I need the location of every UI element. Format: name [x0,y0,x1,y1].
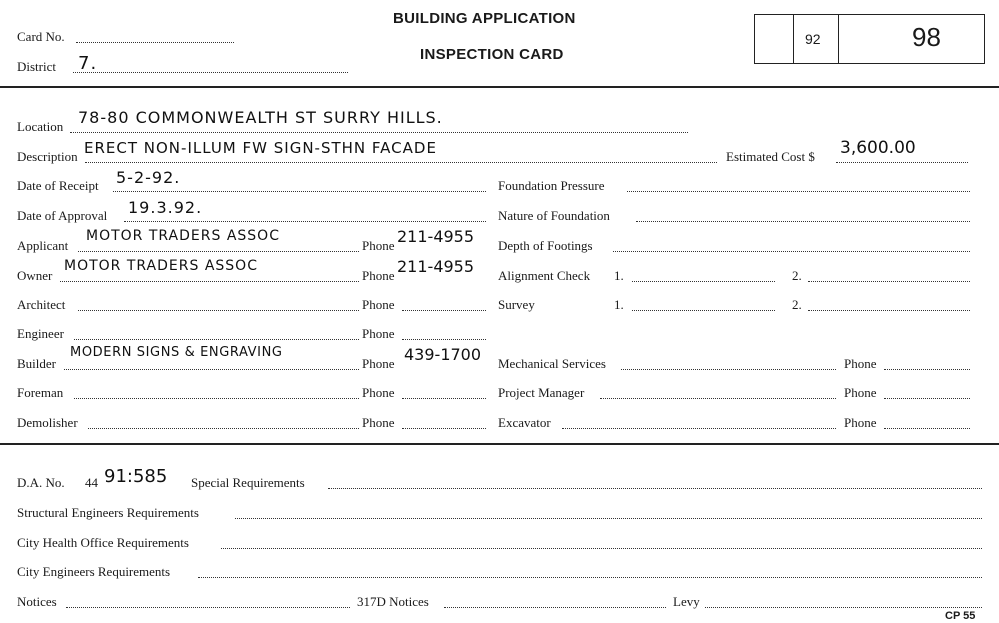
nature-foundation-label: Nature of Foundation [498,208,610,223]
project-manager-phone-dotted-line [884,398,970,399]
project-manager-label: Project Manager [498,385,585,400]
architect-phone-label: Phone [362,297,395,312]
excavator-label: Excavator [498,415,551,430]
form-title-line2: INSPECTION CARD [420,46,564,63]
owner-phone-label: Phone [362,268,395,283]
foundation-pressure-label: Foundation Pressure [498,178,605,193]
description-dotted-line [85,162,717,163]
excavator-dotted-line [562,428,836,429]
architect-phone-dotted-line [402,310,486,311]
demolisher-label: Demolisher [17,415,78,430]
317d-notices-dotted-line [444,607,666,608]
city-health-label: City Health Office Requirements [17,535,189,550]
foreman-label: Foreman [17,385,64,400]
owner-label: Owner [17,268,53,283]
excavator-phone-dotted-line [884,428,970,429]
excavator-phone-label: Phone [844,415,877,430]
district-value: 7. [78,53,98,74]
city-engineers-dotted-line [198,577,982,578]
structural-engineers-dotted-line [235,518,982,519]
header-rule [0,86,999,88]
special-requirements-dotted-line [328,488,982,489]
foreman-dotted-line [74,398,359,399]
builder-dotted-line [64,369,359,370]
survey-1-dotted-line [632,310,775,311]
applicant-value: MOTOR TRADERS ASSOC [86,228,280,244]
applicant-label: Applicant [17,238,69,253]
survey-2-dotted-line [808,310,970,311]
form-title-line1: BUILDING APPLICATION [393,10,576,27]
card-no-dotted-line [76,42,234,43]
builder-phone-label: Phone [362,356,395,371]
special-requirements-label: Special Requirements [191,475,305,490]
date-approval-dotted-line [124,221,486,222]
nature-foundation-dotted-line [636,221,970,222]
date-receipt-dotted-line [113,191,486,192]
box-small-number: 92 [805,31,821,47]
alignment-2-dotted-line [808,281,970,282]
applicant-phone-value: 211-4955 [397,227,475,246]
box-divider-2 [838,15,839,63]
alignment-2-label: 2. [792,268,802,283]
alignment-1-dotted-line [632,281,775,282]
box-divider-1 [793,15,794,63]
applicant-dotted-line [78,251,359,252]
demolisher-phone-label: Phone [362,415,395,430]
date-approval-value: 19.3.92. [128,198,203,217]
da-value: 91:585 [104,466,168,487]
city-engineers-label: City Engineers Requirements [17,564,171,579]
card-no-label: Card No. [17,29,65,44]
da-prefix: 44 [85,475,98,490]
depth-footings-dotted-line [613,251,970,252]
317d-notices-label: 317D Notices [357,594,429,609]
project-manager-phone-label: Phone [844,385,877,400]
foreman-phone-label: Phone [362,385,395,400]
levy-label: Levy [673,594,700,609]
foreman-phone-dotted-line [402,398,486,399]
structural-engineers-label: Structural Engineers Requirements [17,505,199,520]
survey-label: Survey [498,297,535,312]
applicant-phone-label: Phone [362,238,395,253]
mechanical-phone-dotted-line [884,369,970,370]
levy-dotted-line [705,607,982,608]
mechanical-services-dotted-line [621,369,836,370]
da-no-label: D.A. No. [17,475,65,490]
date-approval-label: Date of Approval [17,208,108,223]
alignment-1-label: 1. [614,268,624,283]
engineer-phone-dotted-line [402,339,486,340]
builder-value: MODERN SIGNS & ENGRAVING [70,345,283,360]
city-health-dotted-line [221,548,982,549]
location-dotted-line [70,132,688,133]
location-label: Location [17,119,64,134]
middle-rule [0,443,999,445]
foundation-pressure-dotted-line [627,191,970,192]
demolisher-phone-dotted-line [402,428,486,429]
builder-phone-value: 439-1700 [404,345,482,364]
date-receipt-value: 5-2-92. [116,168,181,187]
form-code: CP 55 [945,610,976,622]
card-number-box [754,14,985,64]
demolisher-dotted-line [88,428,359,429]
survey-1-label: 1. [614,297,624,312]
survey-2-label: 2. [792,297,802,312]
notices-dotted-line [66,607,350,608]
estimated-cost-label: Estimated Cost $ [726,149,815,164]
engineer-phone-label: Phone [362,326,395,341]
engineer-label: Engineer [17,326,64,341]
box-big-number: 98 [912,22,941,52]
builder-label: Builder [17,356,56,371]
district-label: District [17,59,56,74]
architect-label: Architect [17,297,66,312]
depth-footings-label: Depth of Footings [498,238,593,253]
estimated-cost-dotted-line [836,162,968,163]
engineer-dotted-line [74,339,359,340]
description-value: ERECT NON-ILLUM FW SIGN-STHN FACADE [84,139,437,157]
project-manager-dotted-line [600,398,836,399]
owner-dotted-line [60,281,359,282]
owner-value: MOTOR TRADERS ASSOC [64,258,258,274]
district-dotted-line [73,72,348,73]
description-label: Description [17,149,78,164]
mechanical-phone-label: Phone [844,356,877,371]
mechanical-services-label: Mechanical Services [498,356,606,371]
date-receipt-label: Date of Receipt [17,178,99,193]
estimated-cost-value: 3,600.00 [840,138,916,158]
architect-dotted-line [78,310,359,311]
owner-phone-value: 211-4955 [397,257,475,276]
notices-label: Notices [17,594,57,609]
location-value: 78-80 COMMONWEALTH ST SURRY HILLS. [78,108,443,127]
alignment-check-label: Alignment Check [498,268,591,283]
